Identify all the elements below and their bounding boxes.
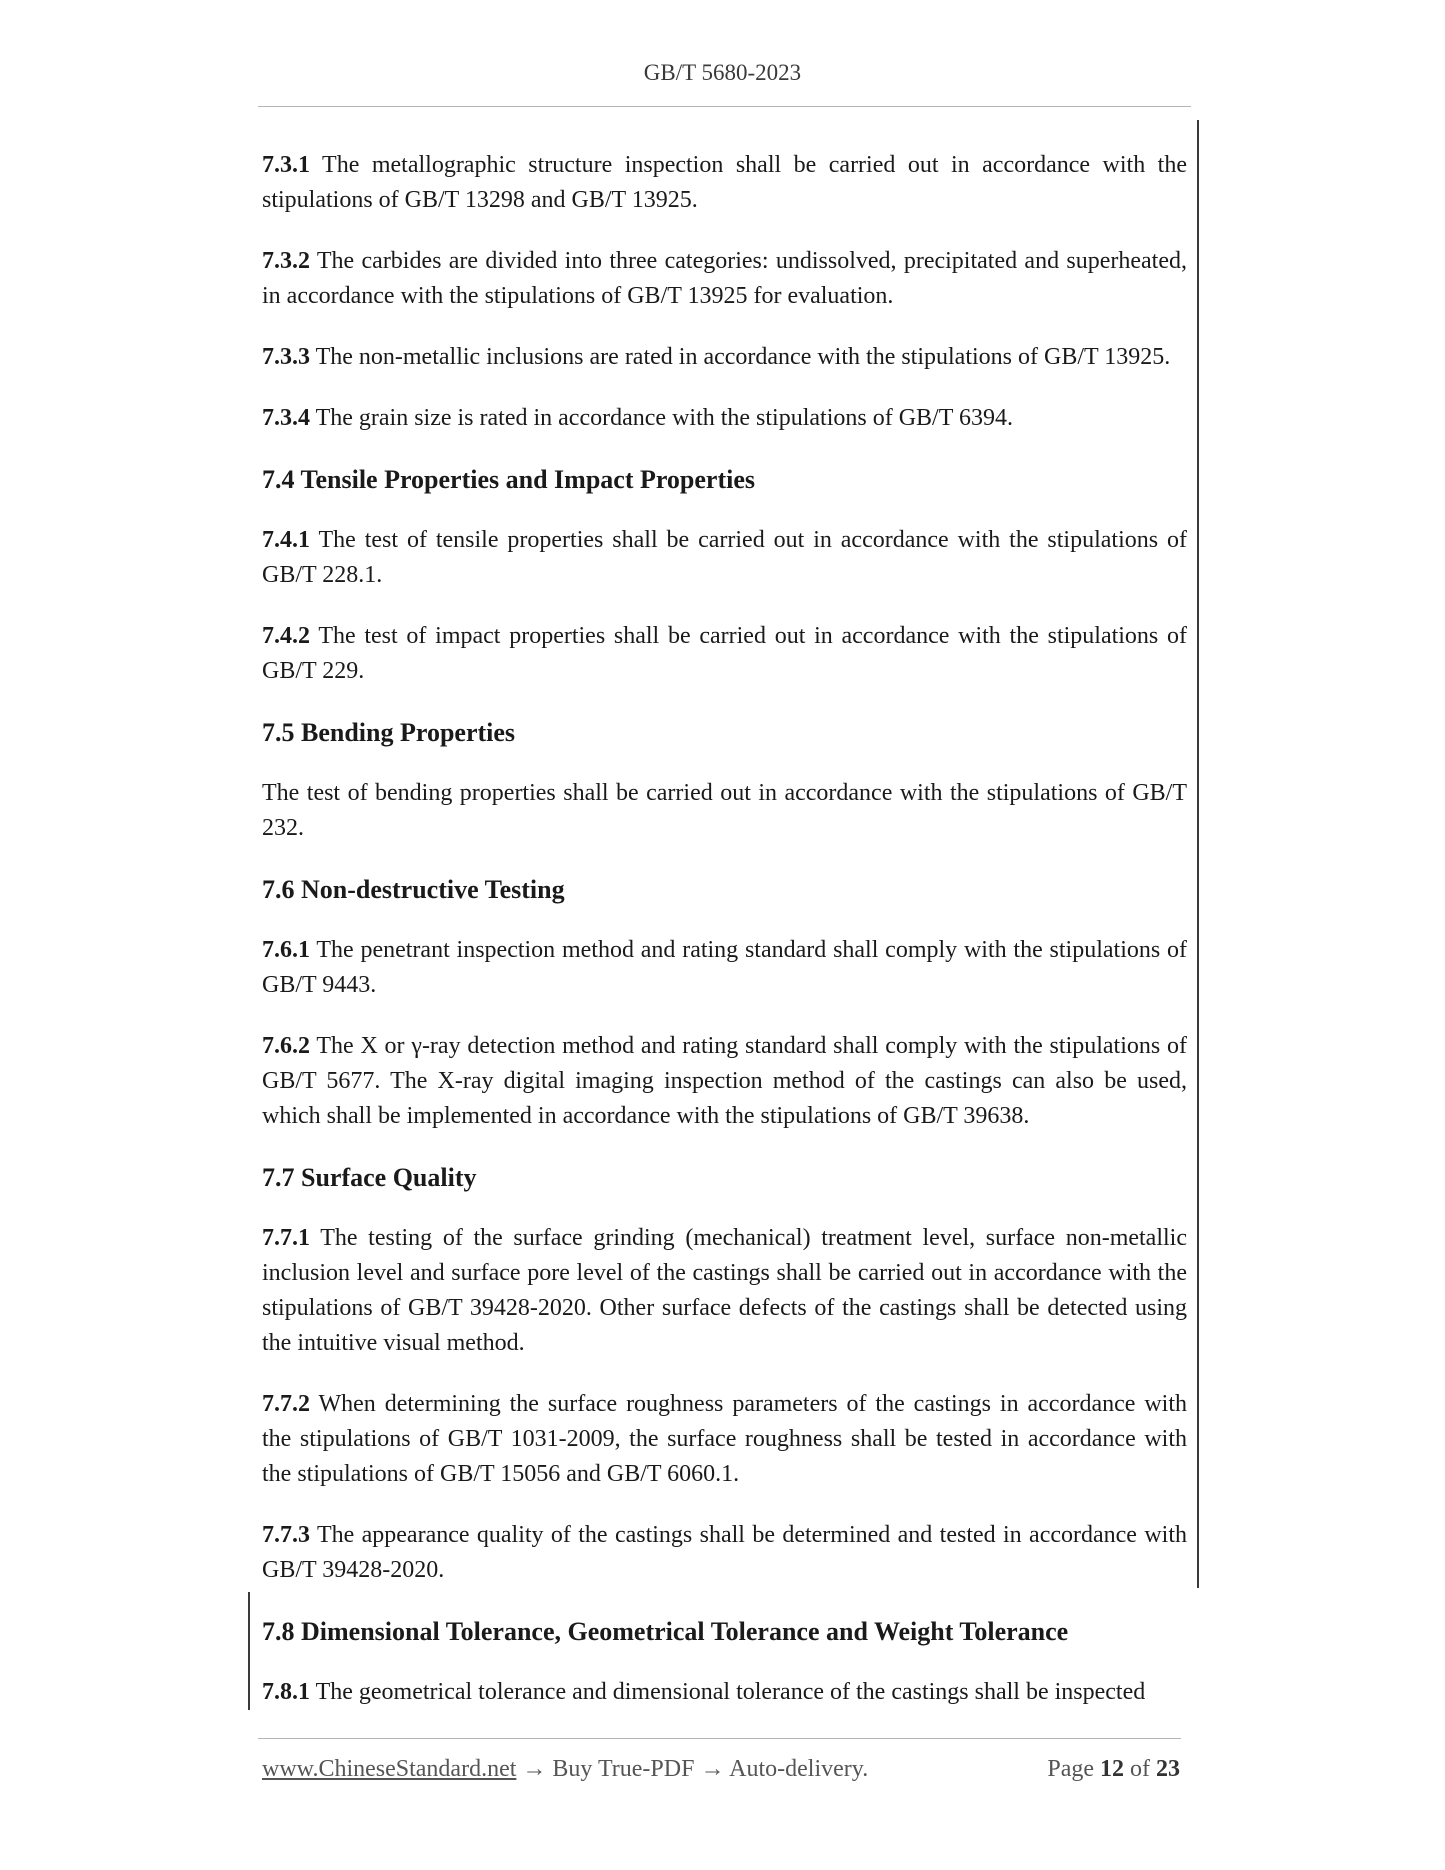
clause-number: 7.4.2: [262, 623, 310, 649]
section-heading: 7.4 Tensile Properties and Impact Properties: [262, 465, 756, 494]
page-total: 23: [1156, 1756, 1180, 1782]
section-heading: 7.8 Dimensional Tolerance, Geometrical Tolerance and Weight Tolerance: [262, 1617, 1069, 1646]
clause-number: 7.4.1: [262, 527, 310, 553]
clause-paragraph: [262, 244, 1187, 314]
clause-paragraph: [262, 1221, 1187, 1361]
clause-number: 7.8.1: [262, 1679, 310, 1705]
clause-paragraph: [262, 619, 1187, 689]
website-link[interactable]: www.ChineseStandard.net: [262, 1756, 517, 1782]
clause-text: The appearance quality of the castings shall be determined and tested in accordance with GB/T 39428-2020.: [262, 1522, 1187, 1583]
clause-paragraph: [262, 340, 1187, 375]
clause-number: 7.3.1: [262, 152, 310, 178]
clause-paragraph: [262, 933, 1187, 1003]
clause-number: 7.3.4: [262, 405, 310, 431]
section-heading: 7.5 Bending Properties: [262, 718, 516, 747]
clause-text: The non-metallic inclusions are rated in accordance with the stipulations of GB/T 13925.: [315, 344, 1171, 370]
clause-text: The carbides are divided into three categories: undissolved, precipitated and superheated, in accordance with the stipulations of GB/T 13925 for evaluation.: [262, 248, 1187, 309]
of-label: of: [1130, 1756, 1150, 1782]
clause-number: 7.3.3: [262, 344, 310, 370]
clause-paragraph: [262, 1387, 1187, 1492]
arrow-icon: →: [522, 1756, 547, 1782]
clause-number: 7.7.1: [262, 1225, 310, 1251]
page-header-title: GB/T 5680-2023: [643, 60, 802, 85]
clause-number: 7.7.3: [262, 1522, 310, 1548]
clause-number: 7.7.2: [262, 1391, 310, 1417]
clause-text: The penetrant inspection method and rating standard shall comply with the stipulations of GB/T 9443.: [262, 937, 1187, 998]
clause-paragraph: [262, 1675, 1187, 1710]
clause-text: The grain size is rated in accordance with the stipulations of GB/T 6394.: [315, 405, 1013, 431]
footer-divider: [258, 1738, 1181, 1739]
clause-text: The test of bending properties shall be carried out in accordance with the stipulations of GB/T 232.: [262, 780, 1187, 841]
clause-text: When determining the surface roughness parameters of the castings in accordance with the stipulations of GB/T 1031-2009, the surface roughness shall be tested in accordance with the stipulations of GB/T 15056 and GB/T 6060.1.: [262, 1391, 1187, 1487]
clause-text: The metallographic structure inspection shall be carried out in accordance with the stipulations of GB/T 13298 and GB/T 13925.: [262, 152, 1187, 213]
arrow-icon: →: [700, 1756, 725, 1782]
page-label: Page: [1047, 1756, 1094, 1782]
section-heading: 7.7 Surface Quality: [262, 1163, 477, 1192]
page-number: 12: [1100, 1756, 1124, 1782]
header-divider: [258, 106, 1191, 107]
clause-paragraph: [262, 1029, 1187, 1134]
revision-bar-right: [1197, 120, 1199, 1588]
buy-pdf-text: Buy True-PDF: [552, 1756, 695, 1782]
clause-text: The testing of the surface grinding (mechanical) treatment level, surface non-metallic inclusion level and surface pore level of the castings shall be carried out in accordance with the stipulations of GB/T 39428-2020. Other surface defects of the castings shall be detected using the intuitive visual method.: [262, 1225, 1187, 1356]
section-heading: 7.6 Non-destructive Testing: [262, 875, 565, 904]
document-body: [262, 148, 1187, 1736]
clause-paragraph: [262, 148, 1187, 218]
clause-paragraph: [262, 1518, 1187, 1588]
clause-number: 7.3.2: [262, 248, 310, 274]
page-counter: [1047, 1756, 1180, 1783]
clause-text: The geometrical tolerance and dimensional tolerance of the castings shall be inspected: [315, 1679, 1146, 1705]
revision-bar-left: [248, 1592, 250, 1710]
clause-text: The test of impact properties shall be carried out in accordance with the stipulations of GB/T 229.: [262, 623, 1187, 684]
auto-delivery-text: Auto-delivery.: [729, 1756, 869, 1782]
clause-paragraph: [262, 776, 1187, 846]
clause-number: 7.6.1: [262, 937, 310, 963]
clause-paragraph: [262, 401, 1187, 436]
footer-promo: [262, 1756, 868, 1783]
clause-paragraph: [262, 523, 1187, 593]
clause-text: The test of tensile properties shall be carried out in accordance with the stipulations of GB/T 228.1.: [262, 527, 1187, 588]
clause-number: 7.6.2: [262, 1033, 310, 1059]
clause-text: The X or γ-ray detection method and rating standard shall comply with the stipulations of GB/T 5677. The X-ray digital imaging inspection method of the castings can also be used, which shall be implemented in accordance with the stipulations of GB/T 39638.: [262, 1033, 1188, 1129]
